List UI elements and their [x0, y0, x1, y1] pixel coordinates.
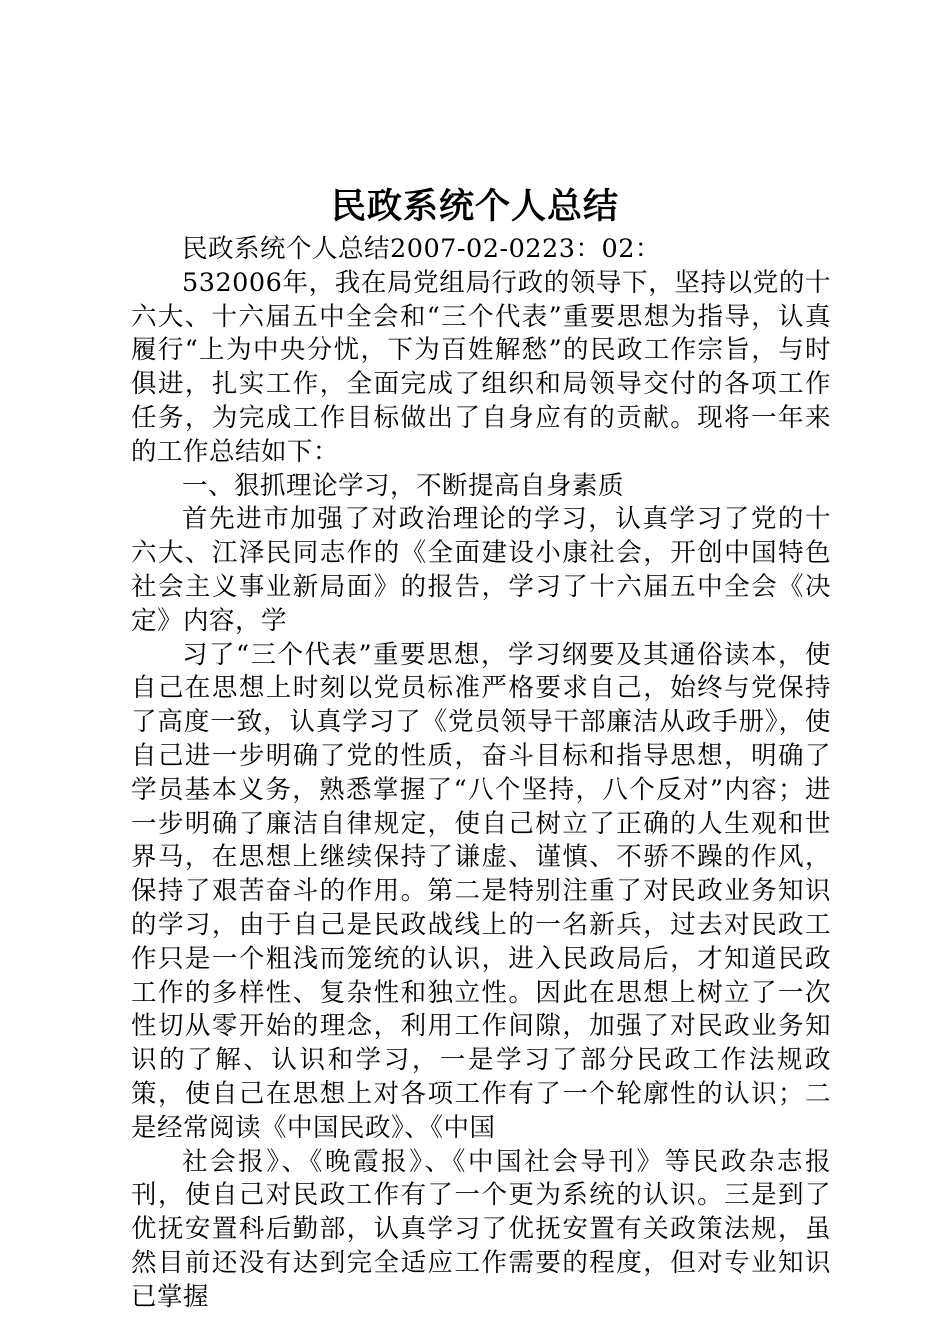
document-body	[131, 233, 831, 1315]
paragraph-header-line: 民政系统个人总结2007-02-0223：02：	[182, 234, 661, 264]
document-title: 民政系统个人总结	[330, 186, 619, 227]
paragraph-study-1: 首先进市加强了对政治理论的学习，认真学习了党的十六大、江泽民同志作的《全面建设小康社会，开创中国特色社会主义事业新局面》的报告，学习了十六届五中全会《决定》内容，学	[131, 504, 831, 636]
paragraph-study-3: 社会报》、《晚霞报》、《中国社会导刊》等民政杂志报刊，使自己对民政工作有了一个更为系统的认识。三是到了优抚安置科后勤部，认真学习了优抚安置有关政策法规，虽然目前还没有达到完全适应工作需要的程度，但对专业知识已掌握	[131, 1146, 831, 1312]
section-heading: 一、狠抓理论学习，不断提高自身素质	[182, 470, 625, 501]
paragraph-intro: 532006年，我在局党组局行政的领导下，坚持以党的十六大、十六届五中全会和“三个代表”重要思想为指导，认真履行“上为中央分忧，下为百姓解愁”的民政工作宗旨，与时俱进，扎实工作，全面完成了组织和局领导交付的各项工作任务，为完成工作目标做出了自身应有的贡献。现将一年来的工作总结如下：	[131, 267, 831, 467]
paragraph-study-2: 习了“三个代表”重要思想，学习纲要及其通俗读本，使自己在思想上时刻以党员标准严格要求自己，始终与党保持了高度一致，认真学习了《党员领导干部廉洁从政手册》，使自己进一步明确了党的性质，奋斗目标和指导思想，明确了学员基本义务，熟悉掌握了“八个坚持，八个反对”内容；进一步明确了廉洁自律规定，使自己树立了正确的人生观和世界马，在思想上继续保持了谦虚、谨慎、不骄不躁的作风，保持了艰苦奋斗的作用。第二是特别注重了对民政业务知识的学习，由于自己是民政战线上的一名新兵，过去对民政工作只是一个粗浅而笼统的认识，进入民政局后，才知道民政工作的多样性、复杂性和独立性。因此在思想上树立了一次性切从零开始的理念，利用工作间隙，加强了对民政业务知识的了解、认识和学习，一是学习了部分民政工作法规政策，使自己在思想上对各项工作有了一个轮廓性的认识；二是经常阅读《中国民政》、《中国	[131, 639, 831, 1143]
